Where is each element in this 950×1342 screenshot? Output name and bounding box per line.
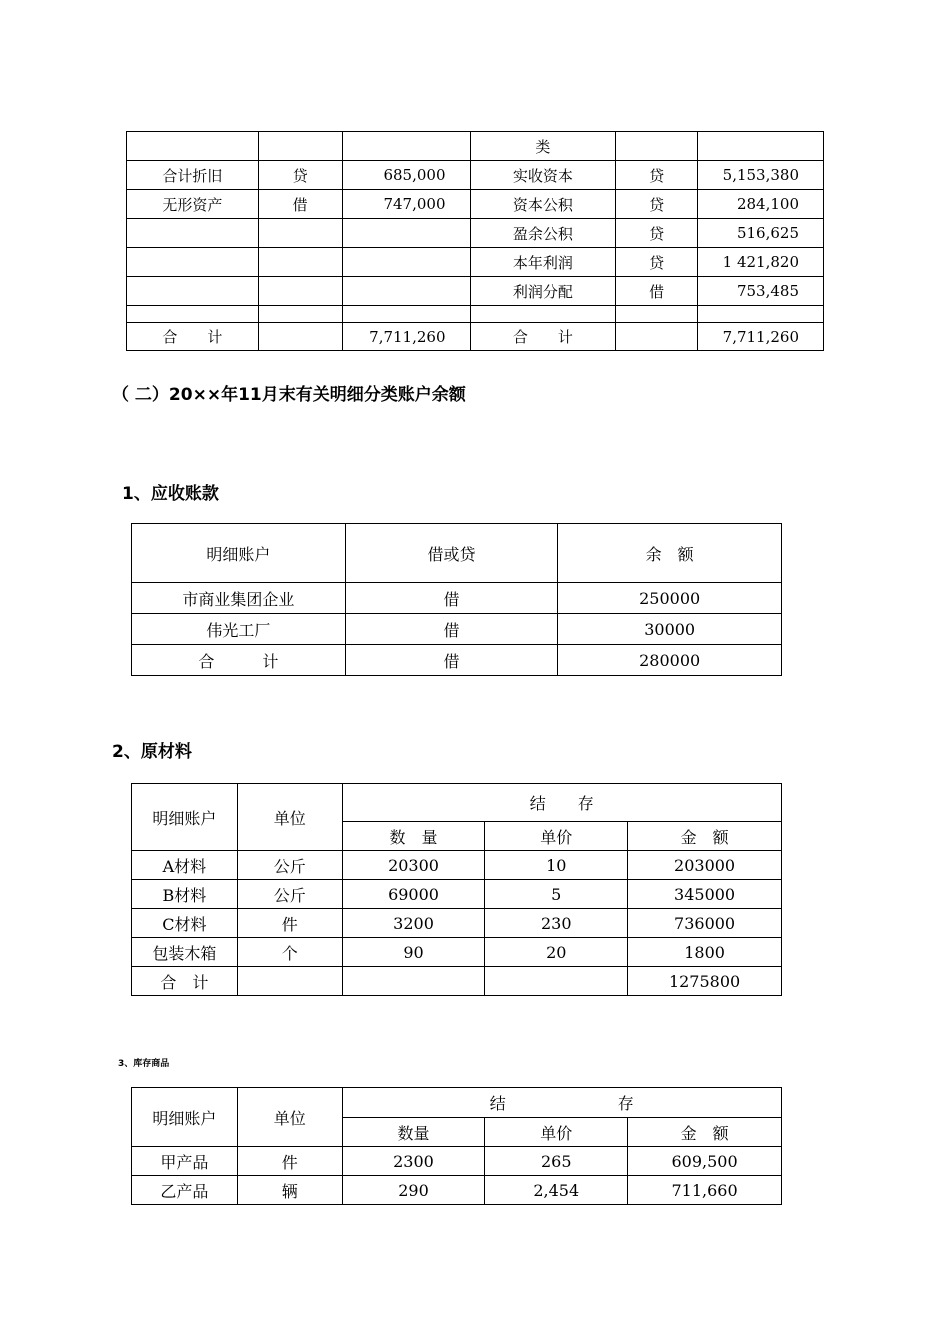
table-row — [127, 306, 824, 323]
column-header: 金 额 — [628, 822, 782, 851]
receivables-table — [131, 523, 782, 676]
table-row: 伟光工厂 借 30000 — [132, 614, 782, 645]
table-row: 利润分配 借 753,485 — [127, 277, 824, 306]
table-total-row: 合 计 1275800 — [132, 967, 782, 996]
receivables-title: 1、应收账款 — [122, 484, 219, 504]
table-header-cell: 类 — [470, 132, 616, 161]
column-header: 单价 — [485, 822, 628, 851]
table-row: 合计折旧 贷 685,000 实收资本 贷 5,153,380 — [127, 161, 824, 190]
column-header: 单位 — [237, 784, 342, 851]
table-row: 本年利润 贷 1 421,820 — [127, 248, 824, 277]
column-header: 明细账户 — [132, 524, 346, 583]
column-header: 余 额 — [558, 524, 782, 583]
column-header: 单价 — [485, 1118, 628, 1147]
table-row: 盈余公积 贷 516,625 — [127, 219, 824, 248]
section-heading: （ 二）20××年11月末有关明细分类账户余额 — [112, 385, 466, 405]
column-header: 数量 — [342, 1118, 485, 1147]
column-group-header: 结 存 — [342, 1088, 781, 1118]
column-header: 借或贷 — [345, 524, 558, 583]
table-total-row: 合 计 借 280000 — [132, 645, 782, 676]
column-header: 明细账户 — [132, 784, 238, 851]
table-row: 包装木箱 个 90 20 1800 — [132, 938, 782, 967]
column-header: 数 量 — [342, 822, 485, 851]
column-header: 单位 — [237, 1088, 342, 1147]
table-total-row: 合 计 7,711,260 合 计 7,711,260 — [127, 323, 824, 351]
column-header: 金 额 — [628, 1118, 782, 1147]
column-header: 明细账户 — [132, 1088, 238, 1147]
table-row: 甲产品 件 2300 265 609,500 — [132, 1147, 782, 1176]
balance-table — [126, 131, 824, 351]
materials-table — [131, 783, 782, 996]
table-row: B材料 公斤 69000 5 345000 — [132, 880, 782, 909]
inventory-table — [131, 1087, 782, 1205]
inventory-title: 3、库存商品 — [118, 1059, 170, 1069]
table-row: 市商业集团企业 借 250000 — [132, 583, 782, 614]
table-row: 乙产品 辆 290 2,454 711,660 — [132, 1176, 782, 1205]
table-row: 无形资产 借 747,000 资本公积 贷 284,100 — [127, 190, 824, 219]
column-group-header: 结 存 — [342, 784, 781, 822]
table-row: A材料 公斤 20300 10 203000 — [132, 851, 782, 880]
table-row: C材料 件 3200 230 736000 — [132, 909, 782, 938]
materials-title: 2、原材料 — [112, 742, 192, 762]
